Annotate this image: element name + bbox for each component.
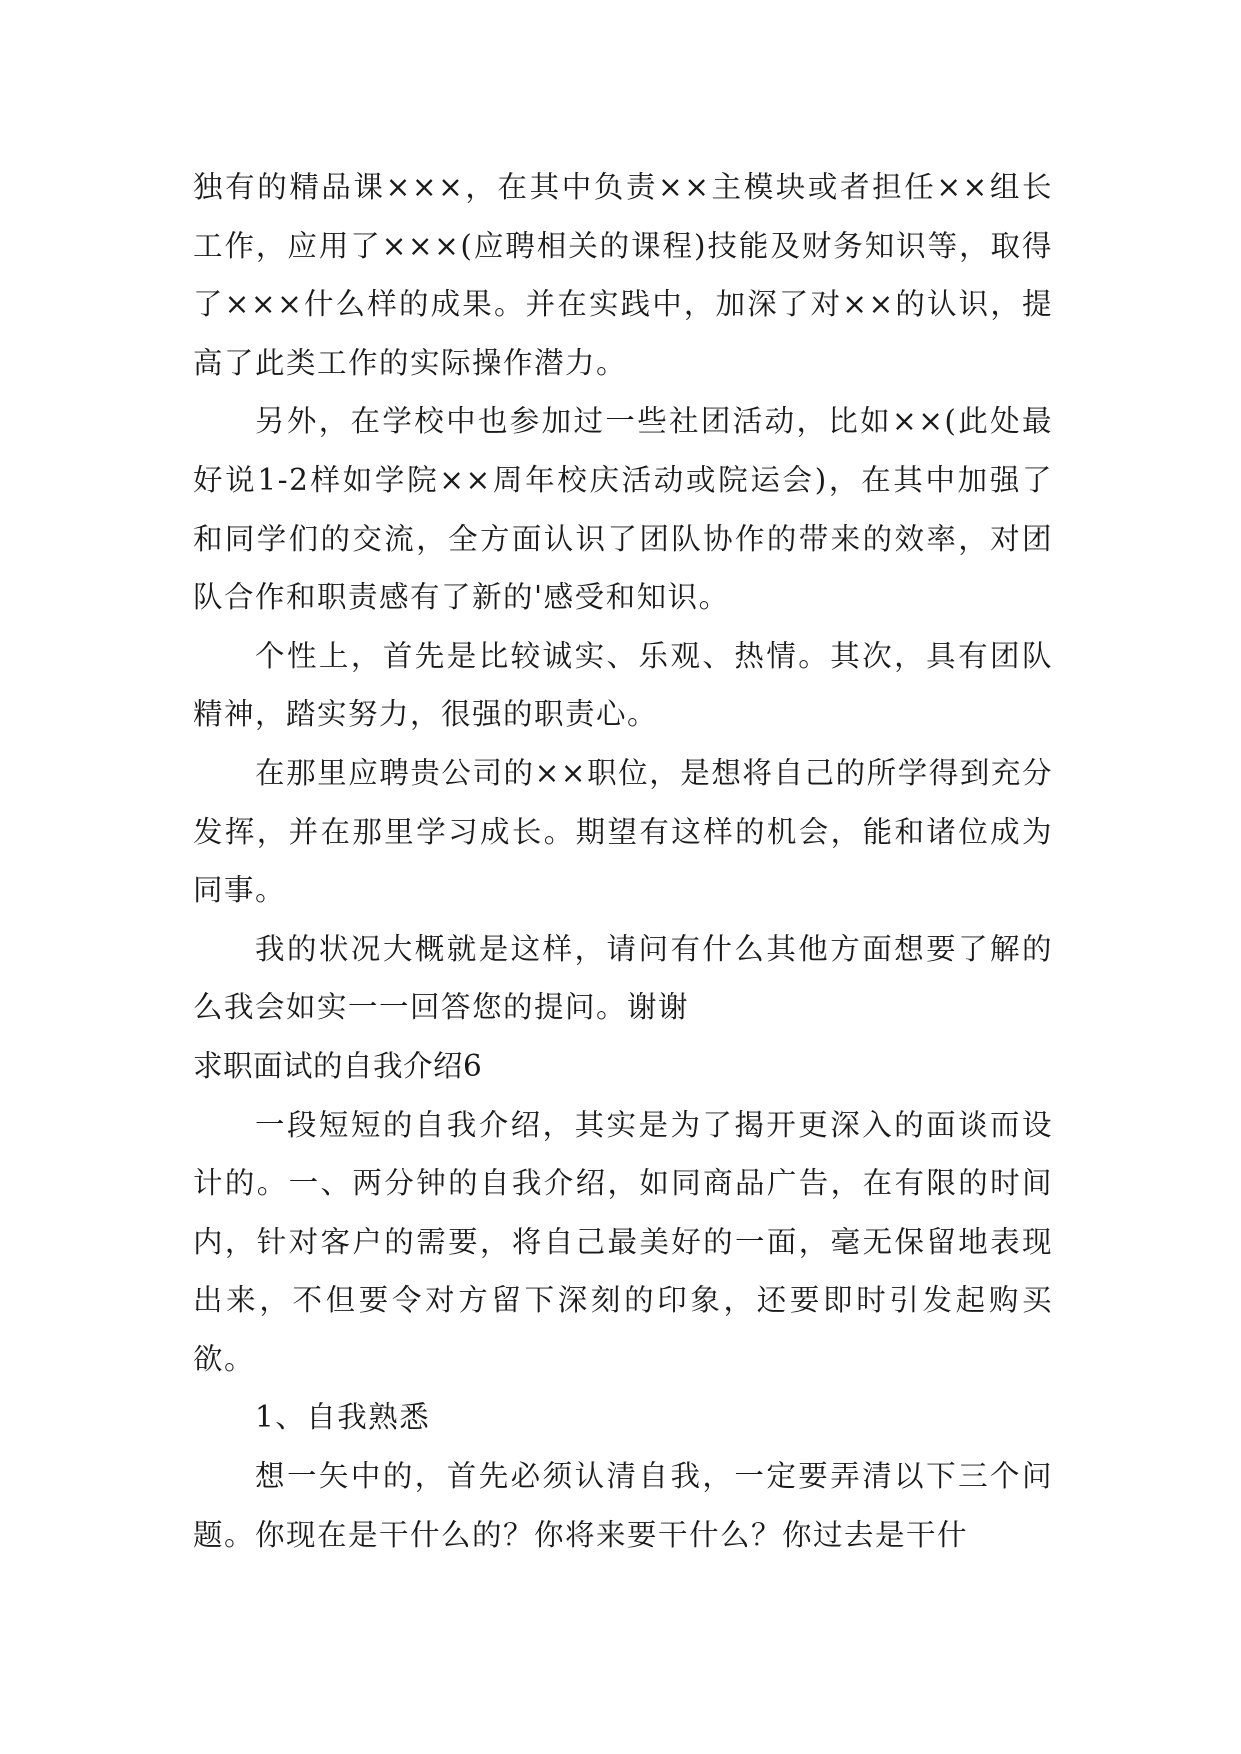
- section-title: 求职面试的自我介绍6: [193, 1048, 483, 1083]
- paragraph-intro-purpose: 一段短短的自我介绍，其实是为了揭开更深入的面谈而设计的。一、两分钟的自我介绍，如同商品广告，在有限的时间内，针对客户的需要，将自己最美好的一面，毫无保留地表现出来，不但要令对方留下深刻的印象，还要即时引发起购买欲。: [193, 1107, 1053, 1376]
- paragraph-course-experience: 独有的精品课×××，在其中负责××主模块或者担任××组长工作，应用了×××(应聘相关的课程)技能及财务知识等，取得了×××什么样的成果。并在实践中，加深了对××的认识，提高了此类工作的实际操作潜力。: [193, 170, 1053, 380]
- paragraph-self-questions: 想一矢中的，首先必须认清自我，一定要弄清以下三个问题。你现在是干什么的？你将来要干什么？你过去是干什: [193, 1459, 1053, 1552]
- paragraph-application-reason: 在那里应聘贵公司的××职位，是想将自己的所学得到充分发挥，并在那里学习成长。期望有这样的机会，能和诸位成为同事。: [193, 755, 1053, 908]
- paragraph-closing: 我的状况大概就是这样，请问有什么其他方面想要了解的么我会如实一一回答您的提问。谢谢: [193, 931, 1053, 1025]
- subheading-self-knowledge: 1、自我熟悉: [255, 1400, 431, 1435]
- paragraph-club-activities: 另外，在学校中也参加过一些社团活动，比如××(此处最好说1-2样如学院××周年校庆活动或院运会)，在其中加强了和同学们的交流，全方面认识了团队协作的带来的效率，对团队合作和职责感有了新的'感受和知识。: [193, 404, 1053, 615]
- paragraph-personality: 个性上，首先是比较诚实、乐观、热情。其次，具有团队精神，踏实努力，很强的职责心。: [193, 638, 1053, 732]
- document-body: [193, 158, 1053, 1564]
